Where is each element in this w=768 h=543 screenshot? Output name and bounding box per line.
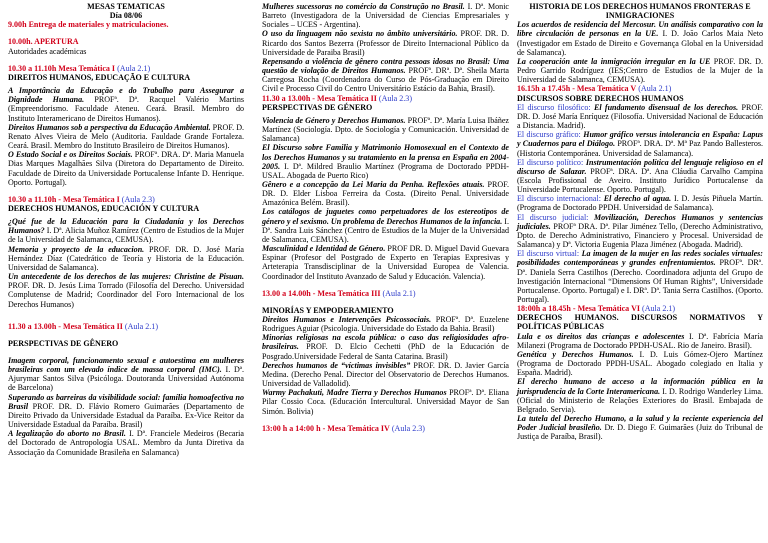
talk-title: Los acuerdos de residencia del Mercosur. Un análisis comparativo con la libre circulación de personas en la UE. <box>517 20 763 39</box>
session-time: 10.30 a 11.10h Mesa Temática I <box>8 63 116 73</box>
talk-speaker: PROF. DR. D. José María Hernández Díaz (Catedrático de Teoría y Historia de la Educación. Universidad de Salamanca). <box>8 244 244 272</box>
talk-speaker: PROF. DR. D. Pedro Garrido Rodríguez (IES;Centro de Estudios de la Mujer de la Universidad de Salamanca, CEMUSA). <box>517 56 763 85</box>
talk-title: Un antecedente de los derechos de las mujeres: Christine de Pisuan. <box>8 272 244 282</box>
talk-entry <box>8 429 244 456</box>
talk-speaker: PROF. D. Renato Alves Vieira de Melo (Auditoria. Fauldade Grande Fortaleza. Ceará. Brasil. Membro do Instituto Brasileiro de Direitos Humanos). <box>8 122 245 151</box>
discourse-label: El discurso filosófico: <box>517 102 591 112</box>
session-room: (Aula 2.3) <box>121 194 155 204</box>
session-heading <box>262 94 509 103</box>
talk-speaker: PROF DR. D. Miguel David Guevara Espinar (Profesor del Postgrado de Experto en Terapias Expresivas y Arteterapia Transdisciplinar de la Universidad Europea de Valencia. Coordinador del Instituto Avanzado de Salud y Educación. Valencia). <box>262 244 509 281</box>
talk-title: Instrumentación política del lenguaje religioso en el discurso de Salazar. <box>517 157 763 176</box>
talk-title: Lula e os direitos das crianças e adolescentes <box>517 331 685 341</box>
talk-entry <box>262 29 509 56</box>
talk-entry <box>262 180 509 207</box>
session-title: DERECHOS HUMANOS. DISCURSOS NORMATIVOS Y POLÍTICAS PÚBLICAS <box>517 313 763 332</box>
talk-speaker: PROF. D. Elcio Cechetti (PhD de la Educación de Posgrado.Universidade Federal de Santa Catarina. Brasil) <box>262 342 509 361</box>
talk-speaker: I. Dª. Mildred Braulio Martínez (Programa de Doctorado PPDH- USAL. Abogada de Puerto Rico) <box>262 161 509 180</box>
talk-speaker: Dr. D. Diego F. Guimarães (Juiz do Tribunal de Justiça de Paraíba, Brasil). <box>517 423 763 442</box>
talk-entry <box>262 244 509 281</box>
talk-speaker: PROF. DR. D. Javier García Medina. (Derecho Penal. Director del Observatorio de Derechos Humanos. Universidad de Valladolid). <box>262 360 510 389</box>
talk-title: Derechos humanos de “víctimas invisibles” <box>262 360 411 370</box>
talk-title: La imagen de la mujer en las redes sociales virtuales: posibilidades contemporáneas y grandes enfrentamientos. <box>517 249 763 268</box>
talk-speaker: PROFª. Dª. María Luisa Ibáñez Martínez (Sociología. Dpto. de Sociología y Comunicación. Universidad de Salamanca) <box>262 115 509 144</box>
opening-line: 9.00h Entrega de materiales y matriculaciones. <box>8 20 169 30</box>
talk-title: Superando as barreiras da visibilidade social: família homoafectiva no Brasil <box>8 392 244 411</box>
talk-title: Minorías religiosas na escola pública: o caso das religiosidades afro-brasileiras. <box>262 333 509 352</box>
talk-entry <box>517 158 763 195</box>
talk-title: Violencia de Género y Derechos Humanos. <box>262 115 406 125</box>
talk-speaker: PROFª. DRA. Dª. Maria Manuela Dias Marques Magalhães Silva (Diretora do Departamento de Direito. Faculdade de Direito da Universidade Portucalense Infante D. Henrique. Oporto. Portugal). <box>8 150 244 187</box>
talk-entry <box>8 217 244 244</box>
talk-entry <box>8 245 244 272</box>
talk-entry <box>517 249 763 304</box>
talk-entry <box>517 103 763 130</box>
talk-entry <box>517 414 763 441</box>
talk-speaker: PROFª. Dª. Eliana Pilar Cossio Coca. (Educación Intercultural. Universidad Mayor de San Simón. Bolivia) <box>262 388 509 416</box>
talk-speaker: I. Dª. Fabrícia María Milanezi (Programa de Doctorado PPDH-USAL. Rio de Janeiro. Brasil). <box>517 331 764 350</box>
discourse-label: El discurso político: <box>517 157 584 167</box>
talk-title: Warmy Pachakuti, Madre Tierra y Derechos Humanos <box>262 388 447 398</box>
talk-speaker: PROFª. DRA. Dª. Mª Paz Pando Ballesteros. (Historia Contemporánea. Universidad de Salamanca). <box>517 139 763 158</box>
talk-speaker: I. D. Rodrigo Wanderley Lima. (Oficial do Ministerio de Relações Exteriores do Brasil. Embajada de Belgrado. Servia). <box>517 386 763 414</box>
discourse-label: El discurso gráfico: <box>517 130 581 140</box>
talk-speaker: PROF. DR. D. Flávio Romero Guimarães (Departamento de Direito Privado da Universidade Estadual da Paraíba. Ex-Vice Reitor da Universidade Estadual da Paraíba. Brasil) <box>8 401 244 430</box>
talk-speaker: I. Dª. Franciele Medeiros (Becaria del Doctorado de Antropología USAL. Membro da Junta Diretiva da Associação da Comunidade Brasileña en Salamanca) <box>8 429 244 457</box>
session-heading <box>262 424 509 433</box>
talk-speaker: PROF. DR. D. Elder Lisboa Ferreira da Costa. (Direito Penal. Universidade Amazónica Belém. Brasil). <box>262 179 509 208</box>
column-3 <box>517 2 763 442</box>
session-title: MINORÍAS Y EMPODERAMIENTO <box>262 305 394 315</box>
session-time: 18:00h a 18.45h - Mesa Temática VI <box>517 304 641 314</box>
talk-entry <box>262 388 509 415</box>
talk-speaker: PROF. DR. D. Jesús Lima Torrado (Filosofía del Derecho. Universidad Complutense de Madrid; Coordinador del Foro Internacional de los Derechos Humanos) <box>8 281 244 309</box>
session-room: (Aula 2.1) <box>124 321 158 331</box>
talk-speaker: PROF. DR. D. José María Enríquez (Filosofía. Universidad Nacional de Educación a Distancia. Madrid). <box>517 102 763 131</box>
talk-title: Repensando a violência de gênero contra pessoas idosas no Brasil: Uma questão de violação de Direitos Humanos. <box>262 56 509 76</box>
talk-entry <box>517 130 763 157</box>
talk-speaker: I. D. João Carlos Maia Neto (Investigador em Estado de Direito e Governança Global en la Universidad de Salamanca). <box>517 29 763 57</box>
discourse-label: El discurso internacional: <box>517 194 601 204</box>
talk-speaker: I. D. Luis Gómez-Ojero Martínez (Programa de Doctorado PPDH-USAL. Abogado colegiado en Italia y España. Madrid). <box>517 349 763 378</box>
session-time: 11.30 a 13.00h - Mesa Temática II <box>262 93 377 103</box>
talk-title: El derecho al agua. <box>600 194 672 204</box>
talk-speaker: PROFª. DRA. Dª. Ana Cláudia Carvalho Campina (Escola Profissional de Aveiro. Instituto Jurídico Portucalense da Universidade Portucalense. Oporto. Portugal). <box>517 166 763 195</box>
talk-speaker: PROF. DR. D. Ricardo dos Santos Bezerra (Professor de Direito Internacional Público da Universidade de Paraiba Brasil) <box>262 29 509 57</box>
apertura-desc: Autoridades académicas <box>8 46 87 56</box>
talk-entry <box>262 315 509 333</box>
session-time: 16.15h a 17.45h - Mesa Temática V <box>517 84 637 94</box>
talk-title: Humor gráfico versus intolerancia en España: Lapus y Cuadernos para el Diálogo. <box>517 130 764 149</box>
talk-entry <box>8 393 244 430</box>
talk-title: El Discurso sobre Familia y Matrimonio Homosexual en el Contexto de los Derechos Humanos y su tratamiento en la prensa en España en 2004-2005. <box>262 143 509 171</box>
session-room: (Aula 2.1) <box>117 63 151 73</box>
session-room: (Aula 2.1) <box>642 304 676 314</box>
talk-entry <box>8 86 244 123</box>
talk-entry <box>517 213 763 250</box>
session-heading <box>517 84 763 93</box>
talk-entry <box>517 194 763 212</box>
session-time: 13.00 a 14.00h - Mesa Temática III <box>262 288 381 298</box>
talk-title: Mulheres sucessoras no comércio da Construção no Brasil. <box>262 2 465 11</box>
talk-title: A legalização do aborto no Brasil. <box>8 429 126 439</box>
talk-entry <box>517 377 763 414</box>
program-heading: MESAS TEMATICAS <box>87 2 165 11</box>
talk-entry <box>262 333 509 360</box>
talk-speaker: PROFª. Dª. Racquel Valério Martins (Empreendorismo. Faculdade Ateneu. Ceará. Brasil. Membro do Instituto Interamericano de Direitos Humanos). <box>8 95 245 123</box>
talk-entry <box>262 143 509 180</box>
talk-entry <box>517 20 763 57</box>
apertura-time: 10.00h. APERTURA <box>8 37 79 47</box>
talk-title: Masculinidad e Identidad de Género. <box>262 244 386 254</box>
talk-title: O uso da linguagem não sexista no âmbito universitário. <box>262 29 458 39</box>
session-title: DISCURSOS SOBRE DERECHOS HUMANOS <box>517 93 684 103</box>
talk-speaker: I. Dª. Sandra Luis Sánchez (Centro de Estudios de la Mujer de la Universidad de Salamanca, CEMUSA). <box>262 216 509 244</box>
discourse-label: El discurso judicial: <box>517 212 589 222</box>
talk-entry <box>262 57 509 94</box>
session-time: 10.30 a 11.10h - Mesa Temática I <box>8 194 120 204</box>
talk-entry <box>262 207 509 244</box>
talk-entry <box>517 350 763 377</box>
talk-title: A Importância da Educação e do Trabalho para Assegurar a Dignidade Humana. <box>8 86 244 105</box>
session-title: HISTORIA DE LOS DERECHOS HUMANOS FRONTERAS E INMIGRACIONES <box>529 2 751 21</box>
talk-title: O Estado Social e os Direitos Sociais. <box>8 150 133 160</box>
talk-speaker: I. Dª. Alicia Muñoz Ramírez (Centro de Estudios de la Mujer de la Universidad de Salamanca, CEMUSA). <box>8 226 244 245</box>
talk-speaker: I. D. Jesús Piñuela Martín. (Programa de Doctorado PPDH. Universidad de Salamanca). <box>517 194 763 213</box>
talk-title: Direitos Humanos e Intervenções Psicossociais. <box>262 315 432 324</box>
session-time: 11.30 a 13.00h - Mesa Temática II <box>8 321 123 331</box>
talk-title: Movilización, Derechos Humanos y sentencias judiciales. <box>517 212 763 231</box>
discourse-label: El discurso virtual: <box>517 249 580 259</box>
talk-entry <box>8 150 244 187</box>
session-title: DERECHOS HUMANOS, EDUCACIÓN Y CULTURA <box>8 203 200 213</box>
talk-speaker: I. Dª. Monic Barreto (Investigadora de la Universidad de Ciencias Empresariales y Sociales – UCES - Argentina). <box>262 2 510 30</box>
column-2 <box>262 2 509 433</box>
session-room: (Aula 2.3) <box>391 423 425 433</box>
session-room: (Aula 2.1) <box>382 288 416 298</box>
session-heading <box>8 322 244 331</box>
talk-speaker: PROFª DRA. Dª. Pilar Jiménez Tello, (Derecho Administrativo, Dpto. de Derecho Administrativo, Financiero y Procesal. Universidad de Salamanca) y Dª. Victoria Eugenia Plaza Jiménez (Abogada. Madrid). <box>517 221 763 250</box>
session-title: PERSPECTIVAS DE GÉNERO <box>262 102 373 112</box>
talk-title: El derecho humano de acceso a la información pública en la jurisprudencia de la Corte Interamericana. <box>517 377 763 396</box>
session-heading <box>8 195 244 204</box>
talk-entry <box>8 272 244 309</box>
talk-title: Los catálogos de juguetes como perpetuadores de los estereotipos de género y el sexismo. Un problema de Derechos Humanos de la infancia. <box>262 207 509 226</box>
session-heading <box>8 64 244 73</box>
talk-title: El fundamento disensual de los derechos. <box>590 102 739 112</box>
program-date: Día 08/06 <box>109 11 143 21</box>
talk-entry <box>8 356 244 393</box>
session-room: (Aula 2.3) <box>378 93 412 103</box>
talk-speaker: PROFª. DRª. Dª. Daniela Serra Castilhos (Derecho. Coordinadora adjunta del Grupo de Investigación Internacional “Dimensions Of Human Rights”, Universidade Portucalense. Oporto. Portugal) e I. DRª. Dª. Tania Serra Castilhos. (Oporto. Portugal). <box>517 258 763 304</box>
talk-title: Genética y Derechos Humanos. <box>517 349 634 359</box>
talk-speaker: I. Dª. Ajurymar Santos Silva (Psicóloga. Doutoranda Universidad Autónoma de Barcelona) <box>8 365 244 393</box>
talk-title: Direitos Humanos sob a perspectiva da Educação Ambiental. <box>8 122 211 132</box>
talk-entry <box>262 2 509 29</box>
session-title: DIREITOS HUMANOS, EDUCAÇÃO E CULTURA <box>8 72 191 82</box>
session-heading <box>517 304 763 313</box>
talk-title: La tutela del Derecho Humano, a la salud y la reciente experiencia del Poder Judicial brasileño. <box>517 414 763 433</box>
talk-entry <box>8 123 244 150</box>
talk-title: ¿Qué fue de la Educación para la Ciudadanía y los Derechos Humanos? <box>8 217 244 236</box>
session-heading <box>262 289 509 298</box>
talk-entry <box>262 116 509 143</box>
talk-title: Imagem corporal, funcionamento sexual e autoestima em mulheres brasileiras com um elevado índice de massa corporal (IMC). <box>8 356 244 375</box>
talk-entry <box>262 361 509 388</box>
talk-title: Gênero e a concepção da Lei Maria da Penha. Reflexões atuais. <box>262 179 485 189</box>
session-title: PERSPECTIVAS DE GÊNERO <box>8 338 119 348</box>
talk-entry <box>517 332 763 350</box>
session-time: 13:00 h a 14:00 h - Mesa Temática IV <box>262 423 390 433</box>
talk-speaker: PROFª. Dª. Euzelene Rodrigues Aguiar (Psicologia. Universidade do Estado da Bahia. Brasil) <box>262 315 509 334</box>
session-room: (Aula 2.1) <box>638 84 672 94</box>
talk-title: La cooperación ante la inmigración irregular en la UE <box>517 56 711 66</box>
column-1 <box>8 2 244 457</box>
talk-speaker: PROFª. DRª. Dª. Sheila Marta Carregosa Rocha (Coordenadora do Curso de Pós-Graduação em Direito Civil e Processo Civil do Centro Universitário Estácio da Bahia, Brasil). <box>262 66 509 94</box>
talk-title: Memoria y proyecto de la educacion. <box>8 244 145 254</box>
talk-entry <box>517 57 763 84</box>
